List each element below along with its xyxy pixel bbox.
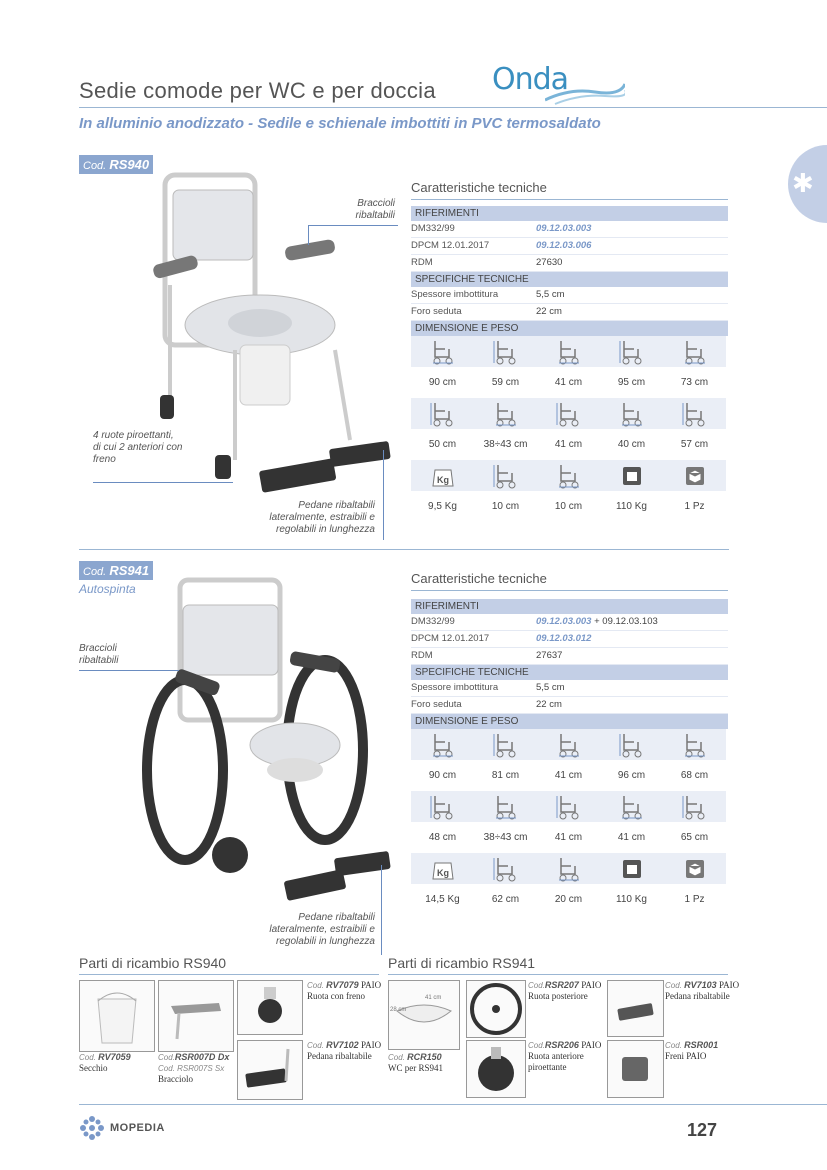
part-caption: Cod.RSR007D Dx Cod. RSR007S Sx Bracciolo <box>158 1052 230 1084</box>
package-icon <box>663 853 726 884</box>
armrest-height-icon <box>663 398 726 429</box>
front-wheel-icon <box>474 460 537 491</box>
weight-icon <box>411 460 474 491</box>
package-icon <box>663 460 726 491</box>
part-image-wheel <box>237 980 303 1035</box>
chair-height-icon <box>411 729 474 760</box>
seat-height-icon <box>411 791 474 822</box>
spec-row: Spessore imbottitura 5,5 cm <box>411 287 728 304</box>
dimension-grid <box>411 729 728 915</box>
front-wheel-icon <box>474 853 537 884</box>
section-rule <box>388 974 728 975</box>
seat-adjust-icon <box>474 791 537 822</box>
spec-table-rs941 <box>411 571 728 915</box>
part-caption: Cod. RV7103 PAIO Pedana ribaltabile <box>665 980 740 1001</box>
callout-wheels: 4 ruote piroettanti, di cui 2 anteriori con freno <box>93 430 183 465</box>
dimension-value: 1 Pz <box>663 884 726 915</box>
spec-row: Foro seduta 22 cm <box>411 697 728 714</box>
chair-folded-icon <box>600 336 663 367</box>
section-rule <box>79 974 379 975</box>
callout-armrest: Braccioli ribaltabili <box>79 643 119 666</box>
part-caption: Cod. RCR150 WC per RS941 <box>388 1052 443 1073</box>
spec-title: Caratteristiche tecniche <box>411 180 547 195</box>
part-caption: Cod.RSR207 PAIO Ruota posteriore <box>528 980 602 1001</box>
spec-row: Foro seduta 22 cm <box>411 304 728 321</box>
spare-parts-title-rs940: Parti di ricambio RS940 <box>79 955 227 971</box>
spec-table-rs940 <box>411 180 728 522</box>
part-caption: Cod.RSR206 PAIO Ruota anteriore piroettante <box>528 1040 602 1072</box>
spec-header-riferimenti: RIFERIMENTI <box>411 206 728 221</box>
dimension-value: 59 cm <box>474 367 537 398</box>
seat-width-icon <box>537 791 600 822</box>
product-image-rs941 <box>135 570 395 950</box>
part-caption: Cod. RSR001 Freni PAIO <box>665 1040 719 1061</box>
dimension-value: 20 cm <box>537 884 600 915</box>
chair-depth-icon <box>537 336 600 367</box>
dimension-value: 10 cm <box>474 491 537 522</box>
chair-depth-icon <box>537 729 600 760</box>
spec-rule <box>411 590 728 591</box>
wave-logo-icon <box>545 82 625 106</box>
dimension-value: 110 Kg <box>600 491 663 522</box>
dimension-value: 110 Kg <box>600 884 663 915</box>
part-dim-label: 28 cm <box>390 1007 407 1013</box>
dimension-value: 95 cm <box>600 367 663 398</box>
product-code-rs941: Cod. RS941 <box>79 561 153 580</box>
callout-footrest: Pedane ribaltabili lateralmente, estraibili e regolabili in lunghezza <box>269 500 375 535</box>
dimension-grid <box>411 336 728 522</box>
dimension-value: 41 cm <box>600 822 663 853</box>
spec-row: Spessore imbottitura 5,5 cm <box>411 680 728 697</box>
dimension-value: 68 cm <box>663 760 726 791</box>
dimension-value: 96 cm <box>600 760 663 791</box>
dimension-value: 57 cm <box>663 429 726 460</box>
callout-line <box>308 225 309 245</box>
dimension-value: 41 cm <box>537 429 600 460</box>
spec-header-specifiche: SPECIFICHE TECNICHE <box>411 272 728 287</box>
part-image-footrest <box>237 1040 303 1100</box>
spec-row: DM332/99 09.12.03.003 + 09.12.03.103 <box>411 614 728 631</box>
page-subtitle: In alluminio anodizzato - Sedile e schienale imbottiti in PVC termosaldato <box>79 115 601 132</box>
dimension-value: 73 cm <box>663 367 726 398</box>
dimension-value: 14,5 Kg <box>411 884 474 915</box>
dimension-value: 62 cm <box>474 884 537 915</box>
chair-length-icon <box>663 729 726 760</box>
dimension-value: 81 cm <box>474 760 537 791</box>
spec-row: DM332/99 09.12.03.003 <box>411 221 728 238</box>
seat-depth-icon <box>600 791 663 822</box>
callout-line <box>308 225 398 226</box>
spec-row: DPCM 12.01.2017 09.12.03.012 <box>411 631 728 648</box>
dimension-value: 90 cm <box>411 760 474 791</box>
rear-wheel-icon <box>537 460 600 491</box>
chair-height-icon <box>411 336 474 367</box>
dimension-value: 38÷43 cm <box>474 822 537 853</box>
spec-header-riferimenti: RIFERIMENTI <box>411 599 728 614</box>
spec-header-specifiche: SPECIFICHE TECNICHE <box>411 665 728 680</box>
part-caption: Cod. RV7059 Secchio <box>79 1052 131 1073</box>
part-image-armrest <box>158 980 234 1052</box>
svg-text:Kg: Kg <box>436 867 449 878</box>
callout-line <box>381 865 382 955</box>
spec-row: DPCM 12.01.2017 09.12.03.006 <box>411 238 728 255</box>
part-image-brakes <box>607 1040 664 1098</box>
page-title: Sedie comode per WC e per doccia <box>79 78 436 103</box>
weight-icon <box>411 853 474 884</box>
product-variant: Autospinta <box>79 582 136 596</box>
page-number: 127 <box>687 1120 718 1140</box>
seat-height-icon <box>411 398 474 429</box>
header-rule <box>79 107 827 108</box>
seat-depth-icon <box>600 398 663 429</box>
dimension-value: 41 cm <box>537 367 600 398</box>
callout-line <box>79 670 179 671</box>
callout-line <box>383 450 384 540</box>
dimension-value: 41 cm <box>537 822 600 853</box>
callout-line <box>93 482 233 483</box>
part-image-rear-wheel <box>466 980 526 1038</box>
part-image-bucket <box>79 980 155 1052</box>
rear-wheel-icon <box>537 853 600 884</box>
spec-rule <box>411 199 728 200</box>
svg-text:Kg: Kg <box>436 474 449 485</box>
callout-footrest: Pedane ribaltabili lateralmente, estraibili e regolabili in lunghezza <box>269 912 375 947</box>
spec-row: RDM 27630 <box>411 255 728 272</box>
part-dim-label: 41 cm <box>425 995 442 1001</box>
spec-row: RDM 27637 <box>411 648 728 665</box>
seat-adjust-icon <box>474 398 537 429</box>
product-code-rs940: Cod. RS940 <box>79 155 153 174</box>
dimension-value: 9,5 Kg <box>411 491 474 522</box>
dimension-value: 41 cm <box>537 760 600 791</box>
dimension-value: 50 cm <box>411 429 474 460</box>
dimension-value: 65 cm <box>663 822 726 853</box>
mopedia-logo-icon <box>78 1114 106 1142</box>
seat-width-icon <box>537 398 600 429</box>
callout-armrest: Braccioli ribaltabili <box>355 198 395 221</box>
part-caption: Cod. RV7102 PAIO Pedana ribaltabile <box>307 1040 382 1061</box>
spec-header-dimensioni: DIMENSIONE E PESO <box>411 714 728 729</box>
dimension-value: 48 cm <box>411 822 474 853</box>
part-image-front-wheel <box>466 1040 526 1098</box>
dimension-value: 1 Pz <box>663 491 726 522</box>
part-image-footrest-941 <box>607 980 664 1037</box>
part-image-wc <box>388 980 460 1050</box>
footer-brand: MOPEDIA <box>110 1122 165 1134</box>
footer-rule <box>79 1104 827 1105</box>
dimension-value: 90 cm <box>411 367 474 398</box>
chair-width-icon <box>474 336 537 367</box>
max-load-icon <box>600 460 663 491</box>
asterisk-icon: ✱ <box>792 168 814 198</box>
chair-length-icon <box>663 336 726 367</box>
dimension-value: 40 cm <box>600 429 663 460</box>
armrest-height-icon <box>663 791 726 822</box>
dimension-value: 38÷43 cm <box>474 429 537 460</box>
brand-logo: Onda <box>492 62 569 97</box>
spec-header-dimensioni: DIMENSIONE E PESO <box>411 321 728 336</box>
chair-folded-icon <box>600 729 663 760</box>
chair-width-icon <box>474 729 537 760</box>
part-caption: Cod. RV7079 PAIO Ruota con freno <box>307 980 382 1001</box>
max-load-icon <box>600 853 663 884</box>
section-rule <box>79 549 729 550</box>
dimension-value: 10 cm <box>537 491 600 522</box>
spare-parts-title-rs941: Parti di ricambio RS941 <box>388 955 536 971</box>
spec-title: Caratteristiche tecniche <box>411 571 547 586</box>
